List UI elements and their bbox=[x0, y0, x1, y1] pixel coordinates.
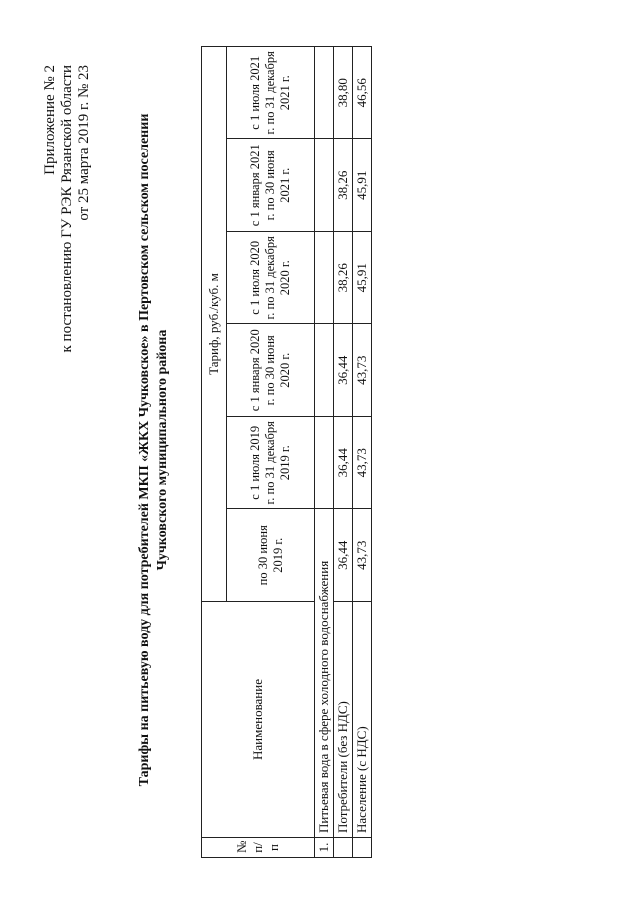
tariff-value: 43,73 bbox=[353, 509, 372, 602]
rotated-content bbox=[40, 30, 600, 870]
document-page bbox=[40, 30, 600, 870]
title-line-2: Чучковского муниципального района bbox=[155, 329, 170, 571]
tariff-table bbox=[201, 46, 372, 858]
header-name: Наименование bbox=[202, 602, 315, 838]
period-cell: с 1 июля 2021 г. по 31 декабря 2021 г. bbox=[227, 47, 315, 140]
tariff-value: 38,26 bbox=[334, 139, 353, 232]
section-name: Питьевая вода в сфере холодного водоснабжения bbox=[315, 509, 334, 838]
section-number: 1. bbox=[315, 838, 334, 858]
tariff-value: 45,91 bbox=[353, 232, 372, 325]
row-name: Население (с НДС) bbox=[353, 602, 372, 838]
period-cell: с 1 января 2021 г. по 30 июня 2021 г. bbox=[227, 139, 315, 232]
tariff-value: 45,91 bbox=[353, 139, 372, 232]
tariff-value: 36,44 bbox=[334, 324, 353, 417]
appendix-decree: к постановлению ГУ РЭК Рязанской области bbox=[59, 65, 75, 353]
appendix-date: от 25 марта 2019 г. № 23 bbox=[76, 65, 92, 221]
row-name: Потребители (без НДС) bbox=[334, 602, 353, 838]
table-row bbox=[353, 47, 372, 858]
header-tariff: Тариф, руб./куб. м bbox=[202, 47, 227, 602]
tariff-value: 43,73 bbox=[353, 417, 372, 510]
title-line-1: Тарифы на питьевую воду для потребителей МКП «ЖКХ Чучковское» в Пертовском сельском поселении bbox=[137, 113, 152, 787]
tariff-value: 38,80 bbox=[334, 47, 353, 140]
tariff-value: 46,56 bbox=[353, 47, 372, 140]
tariff-value: 36,44 bbox=[334, 417, 353, 510]
tariff-value: 36,44 bbox=[334, 509, 353, 602]
table-row bbox=[334, 47, 353, 858]
header-no: № п/п bbox=[202, 838, 315, 858]
appendix-number: Приложение № 2 bbox=[42, 65, 58, 175]
table-section-row bbox=[315, 47, 334, 858]
period-cell: с 1 января 2020 г. по 30 июня 2020 г. bbox=[227, 324, 315, 417]
appendix-header bbox=[42, 65, 93, 352]
period-cell: по 30 июня 2019 г. bbox=[227, 509, 315, 602]
table-header-row bbox=[202, 47, 227, 858]
tariff-value: 43,73 bbox=[353, 324, 372, 417]
document-title bbox=[136, 30, 172, 870]
tariff-value: 38,26 bbox=[334, 232, 353, 325]
period-cell: с 1 июля 2020 г. по 31 декабря 2020 г. bbox=[227, 232, 315, 325]
period-cell: с 1 июля 2019 г. по 31 декабря 2019 г. bbox=[227, 417, 315, 510]
